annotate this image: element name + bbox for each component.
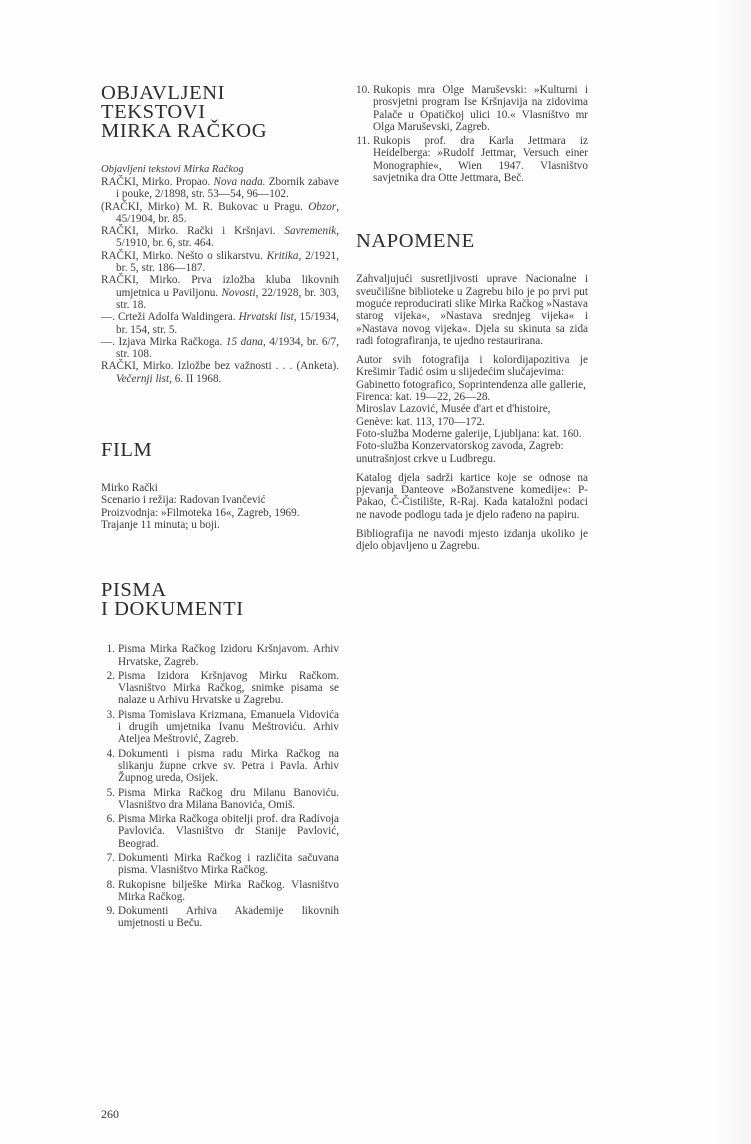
document-number: 8.: [106, 878, 115, 891]
document-text: Dokumenti i pisma radu Mirka Račkog na slikanju župne crkve sv. Petra i Pavla. Arhiv Župnog ureda, Osijek.: [118, 747, 339, 785]
document-number: 6.: [106, 813, 115, 826]
photo-credit: Foto-služba Moderne galerije, Ljubljana: kat. 160.: [356, 427, 582, 440]
document-text: Dokumenti Arhiva Akademije likovnih umjetnosti u Beču.: [118, 905, 339, 930]
page-number: 260: [101, 1107, 119, 1121]
notes-section: [356, 232, 588, 552]
document-number: 9.: [106, 905, 115, 918]
bibliography-entry: RAČKI, Mirko. Nešto o slikarstvu. Kritika, 2/1921, br. 5, str. 186—187.: [101, 249, 339, 275]
film-production: Proizvodnja: »Filmoteka 16«, Zagreb, 1969.: [101, 506, 300, 519]
document-number: 7.: [106, 851, 115, 864]
bibliography-entry: (RAČKI, Mirko) M. R. Bukovac u Pragu. Obzor, 45/1904, br. 85.: [101, 200, 339, 225]
document-item: [101, 787, 339, 812]
document-number: 4.: [106, 747, 115, 760]
document-text: Rukopis mra Olge Maruševski: »Kulturni i prosvjetni program Ise Kršnjavija na zidovima Palače u Opatičkoj ulici 10.« Vlasništvo mr Olga Maruševski, Zagreb.: [373, 84, 588, 133]
film-heading: FILM: [101, 439, 153, 462]
document-item: [101, 852, 339, 877]
left-column: [101, 84, 339, 932]
document-item: [101, 905, 339, 930]
notes-paragraph-catalogue: Katalog djela sadrži kartice koje se odnose na pjevanja Danteove »Božanstvene komedije«: P-Pakao, Č-Čistilište, R-Raj. Kada kataložni podaci ne navode podlogu tada je djelo rađeno na papiru.: [356, 471, 588, 521]
document-text: Rukopisne bilješke Mirka Račkog. Vlasništvo Mirka Račkog.: [118, 878, 339, 903]
bibliography-entry: RAČKI, Mirko. Izložbe bez važnosti . . . (Anketa). Večernji list, 6. II 1968.: [101, 360, 339, 385]
document-item: [356, 84, 588, 133]
document-number: 3.: [106, 708, 115, 721]
document-number: 2.: [106, 669, 115, 682]
published-texts-subheading: Objavljeni tekstovi Mirka Račkog: [101, 164, 244, 175]
bibliography-entry: RAČKI, Mirko. Propao. Nova nada. Zbornik zabave i pouke, 2/1898, str. 53—54, 96—102.: [101, 176, 339, 201]
film-details: [101, 482, 339, 531]
document-item: [101, 643, 339, 668]
document-text: Rukopis prof. dra Karla Jettmara iz Heidelberga: »Rudolf Jettmar, Versuch einer Monographie«, Wien 1947. Vlasništvo savjetnika dra Otte Jettmara, Beč.: [373, 135, 588, 185]
document-item: [356, 135, 588, 184]
document-text: Pisma Tomislava Krizmana, Emanuela Vidovića i drugih umjetnika Ivanu Meštroviću. Arhiv Ateljea Meštrović, Zagreb.: [118, 708, 339, 746]
letters-heading: PISMA I DOKUMENTI: [101, 579, 244, 621]
document-item: [101, 813, 339, 850]
document-number: 10.: [356, 84, 370, 96]
right-column: [356, 84, 588, 560]
notes-paragraph-acknowledgement: Zahvaljujući susretljivosti uprave Nacionalne i sveučilišne biblioteke u Zagrebu bilo je po prvi put moguće reproducirati slike Mirka Račkog »Nastava starog vijeka«, »Nastava srednjeg vijeka« i »Nastava novog vijeka«. Djela su skinuta sa zida radi fotografiranja, te ujedno restaurirana.: [356, 273, 588, 347]
film-duration: Trajanje 11 minuta; u boji.: [101, 518, 220, 531]
document-text: Pisma Mirka Račkog dru Milanu Banoviću. Vlasništvo dra Milana Banovića, Omiš.: [118, 786, 339, 811]
bibliography-entry: RAČKI, Mirko. Prva izložba kluba likovnih umjetnica u Paviljonu. Novosti, 22/1928, br. 303, str. 18.: [101, 274, 340, 311]
page-edge-shadow: [711, 0, 751, 1144]
document-number: 5.: [106, 786, 115, 799]
document-text: Pisma Mirka Račkog Izidoru Kršnjavom. Arhiv Hrvatske, Zagreb.: [118, 643, 339, 668]
bibliography-entry: RAČKI, Mirko. Rački i Kršnjavi. Savremenik, 5/1910, br. 6, str. 464.: [101, 225, 339, 250]
notes-body: [356, 273, 588, 552]
documents-list-continued: [356, 84, 588, 184]
document-item: [101, 879, 339, 904]
film-title: Mirko Rački: [101, 482, 158, 495]
documents-list: [101, 643, 339, 930]
document-item: [101, 709, 339, 746]
document-number: 1.: [106, 643, 115, 656]
photo-credit: Miroslav Lazović, Musée d'art et d'histoire, Genève: kat. 113, 170—172.: [356, 403, 551, 428]
published-texts-heading: OBJAVLJENI TEKSTOVI MIRKA RAČKOG: [101, 82, 268, 142]
published-texts-list: [101, 176, 339, 385]
document-text: Pisma Mirka Račkoga obitelji prof. dra Radivoja Pavlovića. Vlasništvo dr Stanije Pavlović, Beograd.: [118, 813, 339, 850]
photo-credit: Gabinetto fotografico, Soprintendenza alle gallerie, Firenca: kat. 19—22, 26—28.: [356, 378, 586, 404]
photo-credit: Foto-služba Konzervatorskog zavoda, Zagreb: unutrašnjost crkve u Ludbregu.: [356, 440, 564, 465]
film-director: Scenario i režija: Radovan Ivančević: [101, 494, 266, 507]
document-text: Pisma Izidora Kršnjavog Mirku Račkom. Vlasništvo Mirka Račkog, snimke pisama se nalaze u Arhivu Hrvatske u Zagrebu.: [118, 669, 339, 707]
letters-section: [101, 581, 339, 930]
photo-credits-list: [356, 379, 588, 465]
notes-paragraph-bibliography: Bibliografija ne navodi mjesto izdanja ukoliko je djelo objavljeno u Zagrebu.: [356, 528, 588, 553]
film-section: [101, 441, 339, 531]
notes-heading: NAPOMENE: [356, 230, 475, 253]
notes-paragraph-photo-author: Autor svih fotografija i kolordijapozitiva je Krešimir Tadić osim u slijedećim slučajevima:: [356, 354, 588, 379]
document-item: [101, 670, 339, 707]
bibliography-entry: —. Crteži Adolfa Waldingera. Hrvatski list, 15/1934, br. 154, str. 5.: [101, 311, 339, 336]
document-text: Dokumenti Mirka Račkog i različita sačuvana pisma. Vlasništvo Mirka Račkog.: [118, 851, 339, 877]
published-texts-section: [101, 84, 339, 385]
document-item: [101, 748, 339, 785]
bibliography-entry: —. Izjava Mirka Račkoga. 15 dana, 4/1934, br. 6/7, str. 108.: [101, 335, 339, 361]
document-number: 11.: [356, 135, 370, 148]
